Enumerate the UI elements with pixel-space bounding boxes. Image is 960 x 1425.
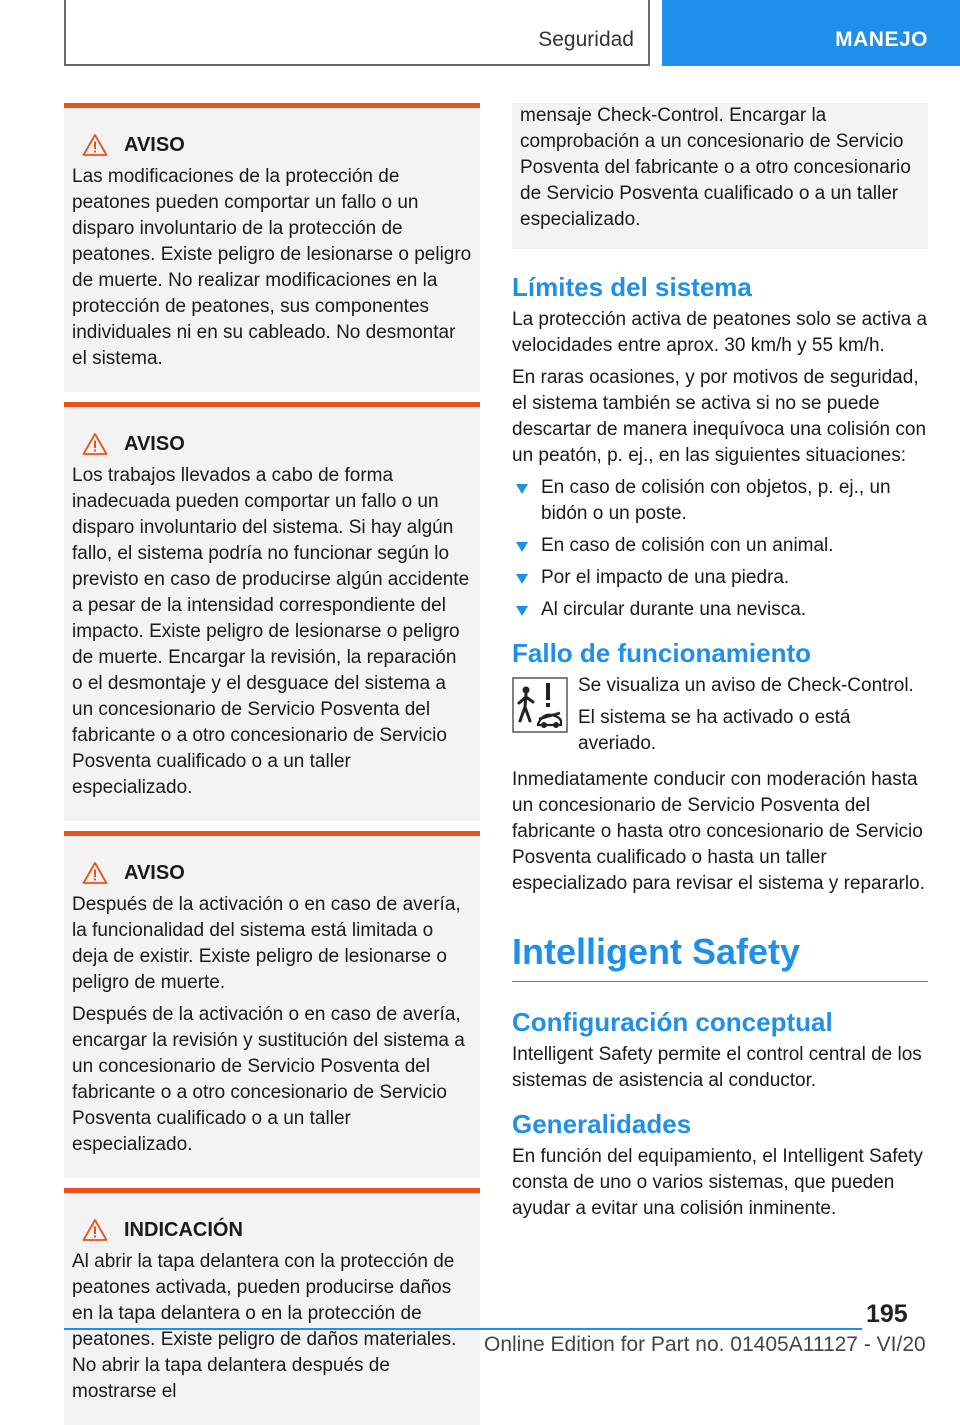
warning-title: AVISO xyxy=(124,133,185,156)
list-item-text: En caso de colisión con un animal. xyxy=(541,535,834,556)
warning-text: Las modificaciones de la protección de peatones pueden comportar un fallo o un disparo involuntario de la protección de peatones. Existe peligro de lesionarse o peligro de muerte. No realizar modificaciones en la protección de peatones, sus componentes individuales ni en su cableado. No desmontar el sistema. xyxy=(72,166,472,369)
situations-list xyxy=(512,475,928,623)
warning-box xyxy=(64,103,480,392)
list-item xyxy=(512,475,928,527)
section-title: Seguridad xyxy=(538,28,634,51)
notice-box xyxy=(64,1188,480,1425)
bullet-triangle-icon xyxy=(516,542,528,552)
warning-triangle-icon xyxy=(82,861,108,885)
notice-title: INDICACIÓN xyxy=(124,1218,243,1241)
chapter-tab xyxy=(662,0,960,66)
warning-box xyxy=(64,402,480,821)
notice-continuation-text: mensaje Check-Control. Encargar la comprobación a un concesionario de Servicio Posventa del fabricante o a otro concesionario de Servicio Posventa cualificado o a un taller especializado. xyxy=(520,105,911,230)
warning-title: AVISO xyxy=(124,432,185,455)
list-item-text: Al circular durante una nevisca. xyxy=(541,599,807,620)
chapter-heading-intelligent-safety: Intelligent Safety xyxy=(512,931,928,982)
section-heading-concept: Configuración conceptual xyxy=(512,1007,833,1037)
body-text: Inmediatamente conducir con moderación hasta un concesionario de Servicio Posventa del fabricante o hasta otro concesionario de Servicio Posventa cualificado o hasta un taller especializado para revisar el sistema y repararlo. xyxy=(512,769,925,894)
notice-continuation-box xyxy=(512,103,928,249)
warning-triangle-icon xyxy=(82,432,108,456)
chapter-title: MANEJO xyxy=(835,28,928,51)
list-item xyxy=(512,533,928,559)
section-heading-general: Generalidades xyxy=(512,1109,692,1139)
warning-title: AVISO xyxy=(124,861,185,884)
body-text: Intelligent Safety permite el control central de los sistemas de asistencia al conductor. xyxy=(512,1044,922,1091)
body-text: Se visualiza un aviso de Check-Control. xyxy=(578,675,914,696)
list-item-text: Por el impacto de una piedra. xyxy=(541,567,790,588)
warning-header xyxy=(72,860,472,886)
warning-text: Después de la activación o en caso de avería, encargar la revisión y sustitución del sistema a un concesionario de Servicio Posventa del fabricante o a otro concesionario de Servicio Posventa cualificado o a un taller especializado. xyxy=(72,1004,465,1155)
body-text: En raras ocasiones, y por motivos de seguridad, el sistema también se activa si no se puede descartar de manera inequívoca una colisión con un peatón, p. ej., en las siguientes situaciones: xyxy=(512,367,927,466)
warning-text: Después de la activación o en caso de avería, la funcionalidad del sistema está limitada o deja de existir. Existe peligro de lesionarse o peligro de muerte. xyxy=(72,894,461,993)
pedestrian-warning-icon xyxy=(512,677,568,733)
body-text: En función del equipamiento, el Intelligent Safety consta de uno o varios sistemas, que pueden ayudar a evitar una colisión inminente. xyxy=(512,1146,923,1219)
section-heading-fault: Fallo de funcionamiento xyxy=(512,638,812,668)
fault-indicator-row xyxy=(512,673,928,763)
body-text: El sistema se ha activado o está averiado. xyxy=(578,707,851,754)
warning-triangle-icon xyxy=(82,1218,108,1242)
bullet-triangle-icon xyxy=(516,574,528,584)
page-number: 195 xyxy=(866,1300,908,1328)
footer-edition: Online Edition for Part no. 01405A11127 - VI/20 xyxy=(484,1333,926,1356)
page-header xyxy=(0,0,960,66)
list-item-text: En caso de colisión con objetos, p. ej., un bidón o un poste. xyxy=(541,477,891,524)
footer-divider xyxy=(64,1328,862,1330)
section-heading-limits: Límites del sistema xyxy=(512,272,752,302)
right-column xyxy=(512,103,928,1228)
section-tab xyxy=(64,0,650,66)
list-item xyxy=(512,597,928,623)
warning-header xyxy=(72,132,472,158)
warning-triangle-icon xyxy=(82,133,108,157)
fault-indicator-text xyxy=(578,673,928,763)
body-text: La protección activa de peatones solo se activa a velocidades entre aprox. 30 km/h y 55 km/h. xyxy=(512,309,928,356)
warning-box xyxy=(64,831,480,1178)
warning-text: Al abrir la tapa delantera con la protección de peatones activada, pueden producirse daños en la tapa delantera o en la protección de peatones. Existe peligro de daños materiales. No abrir la tapa delantera después de mostrarse el xyxy=(72,1251,457,1402)
bullet-triangle-icon xyxy=(516,606,528,616)
left-column xyxy=(64,103,480,1425)
warning-header xyxy=(72,1217,472,1243)
warning-text: Los trabajos llevados a cabo de forma inadecuada pueden comportar un fallo o un disparo involuntario del sistema. Si hay algún fallo, el sistema podría no funcionar según lo previsto en caso de producirse algún accidente a pesar de la intensidad correspondiente del impacto. Existe peligro de lesionarse o peligro de muerte. Encargar la revisión, la reparación o el desmontaje y el desguace del sistema a un concesionario de Servicio Posventa del fabricante o a otro concesionario de Servicio Posventa cualificado o a un taller especializado. xyxy=(72,465,470,798)
list-item xyxy=(512,565,928,591)
warning-header xyxy=(72,431,472,457)
bullet-triangle-icon xyxy=(516,484,528,494)
